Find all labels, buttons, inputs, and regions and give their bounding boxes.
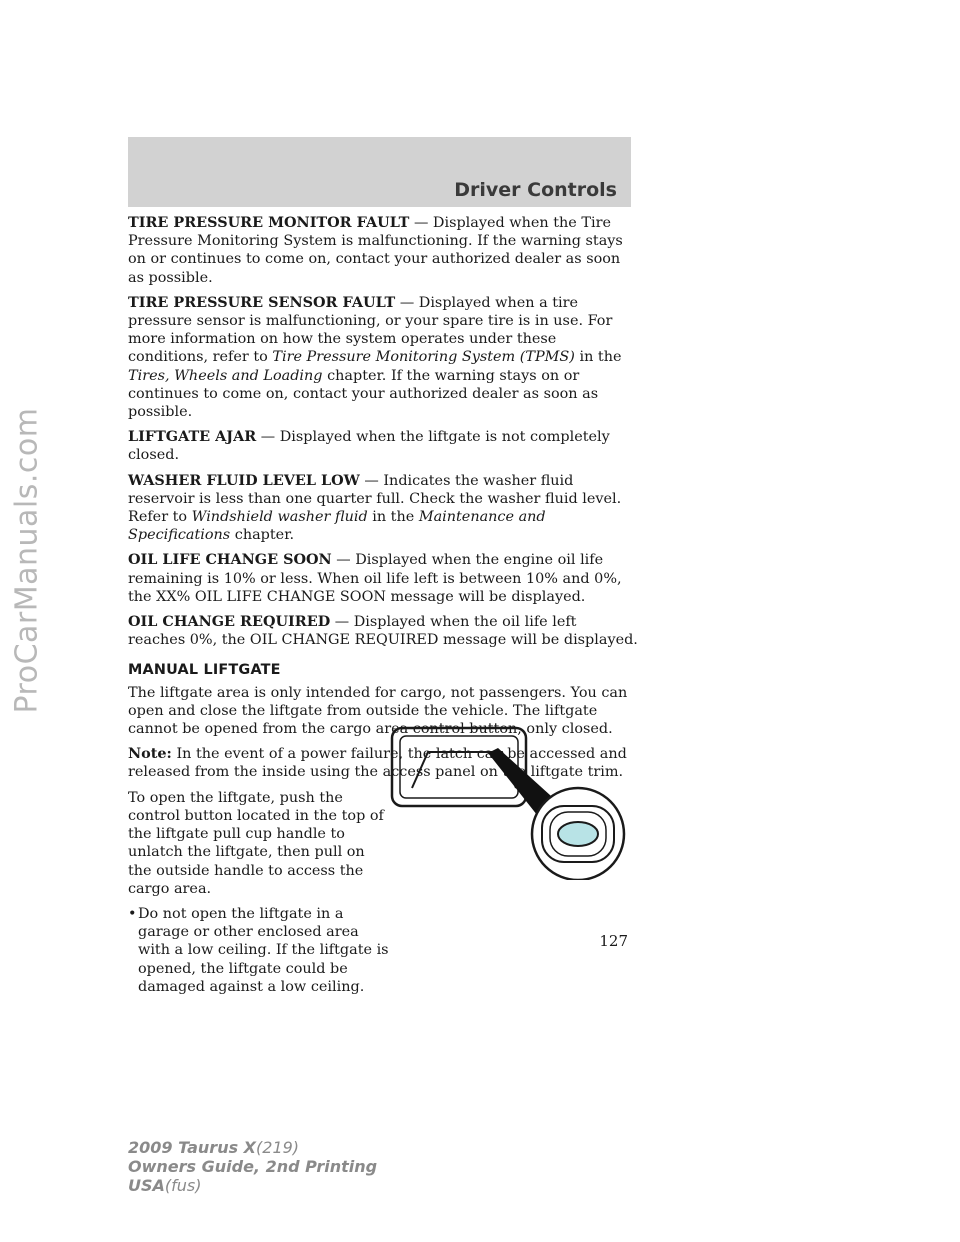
description: — Displayed when the engine oil life remaining is 10% or less. When oil life left is between 10% and 0%, the XX% OIL LIFE CHANGE SOON message will be displayed. bbox=[128, 552, 622, 605]
reference: Tire Pressure Monitoring System (TPMS) bbox=[272, 349, 575, 366]
reference: Tires, Wheels and Loading bbox=[128, 367, 323, 384]
reference: Maintenance and Specifications bbox=[128, 509, 546, 544]
footer-line-3 bbox=[128, 1176, 377, 1195]
paragraph-tire-monitor-fault bbox=[128, 214, 638, 287]
control-button bbox=[558, 822, 598, 846]
liftgate-handle-illustration bbox=[390, 720, 640, 880]
description: in the bbox=[574, 349, 622, 366]
term: WASHER FLUID LEVEL LOW bbox=[128, 471, 360, 489]
footer-line-1 bbox=[128, 1138, 377, 1157]
term: OIL CHANGE REQUIRED bbox=[128, 613, 331, 631]
section-title: Driver Controls bbox=[454, 179, 617, 201]
term: LIFTGATE AJAR bbox=[128, 428, 257, 446]
reference: Windshield washer fluid bbox=[191, 509, 368, 526]
list-item bbox=[128, 905, 390, 996]
note-label: Note: bbox=[128, 745, 172, 763]
description: — Displayed when a tire pressure sensor is malfunctioning, or your spare tire is in use. For more information on how the system operates under these conditions, refer to bbox=[128, 294, 613, 366]
footer-region-code: (fus) bbox=[164, 1176, 202, 1195]
paragraph-liftgate-intro: The liftgate area is only intended for cargo, not passengers. You can open and close the liftgate from outside the vehicle. The liftgate cannot be opened from the cargo area control button, only closed. bbox=[128, 684, 628, 738]
description: — Indicates the washer fluid reservoir is less than one quarter full. Check the washer fluid level. Refer to bbox=[128, 472, 622, 526]
footer-model: 2009 Taurus X bbox=[128, 1138, 257, 1157]
bullet-icon: • bbox=[128, 905, 137, 922]
description: — Displayed when the oil life left reaches 0%, the OIL CHANGE REQUIRED message will be displayed. bbox=[128, 614, 638, 649]
section-header bbox=[128, 137, 631, 207]
bullet-text: Do not open the liftgate in a garage or other enclosed area with a low ceiling. If the liftgate is opened, the liftgate could be damaged against a low ceiling. bbox=[138, 905, 389, 995]
term: OIL LIFE CHANGE SOON bbox=[128, 551, 332, 569]
paragraph-oil-life-change-soon bbox=[128, 551, 638, 606]
paragraph-liftgate-ajar bbox=[128, 428, 638, 464]
description: chapter. bbox=[230, 527, 295, 544]
watermark bbox=[2, 280, 52, 840]
footer-line-2: Owners Guide, 2nd Printing bbox=[128, 1157, 378, 1176]
section-heading: MANUAL LIFTGATE bbox=[128, 662, 281, 679]
paragraph-open-liftgate: To open the liftgate, push the control button located in the top of the liftgate pull cup handle to unlatch the liftgate, then pull on the outside handle to access the cargo area. bbox=[128, 789, 384, 897]
term: TIRE PRESSURE MONITOR FAULT bbox=[128, 214, 410, 231]
note-text: In the event of a power failure, the latch can be accessed and released from the inside using the access panel on the liftgate trim. bbox=[128, 746, 627, 781]
footer bbox=[128, 1138, 377, 1195]
footer-region: USA bbox=[128, 1176, 165, 1195]
description: in the bbox=[367, 509, 419, 526]
footer-code: (219) bbox=[256, 1138, 300, 1157]
paragraph-tire-sensor-fault bbox=[128, 294, 638, 421]
paragraph-washer-fluid bbox=[128, 472, 638, 545]
term: TIRE PRESSURE SENSOR FAULT bbox=[128, 293, 396, 311]
description: chapter. If the warning stays on or continues to come on, contact your authorized dealer as soon as possible. bbox=[128, 367, 599, 421]
paragraph-oil-change-required bbox=[128, 613, 638, 649]
description: — Displayed when the Tire Pressure Monitoring System is malfunctioning. If the warning stays on or continues to come on, contact your authorized dealer as soon as possible. bbox=[128, 215, 623, 286]
description: — Displayed when the liftgate is not completely closed. bbox=[128, 429, 610, 464]
page-number: 127 bbox=[599, 932, 628, 950]
watermark-text: ProCarManuals.com bbox=[9, 406, 45, 714]
